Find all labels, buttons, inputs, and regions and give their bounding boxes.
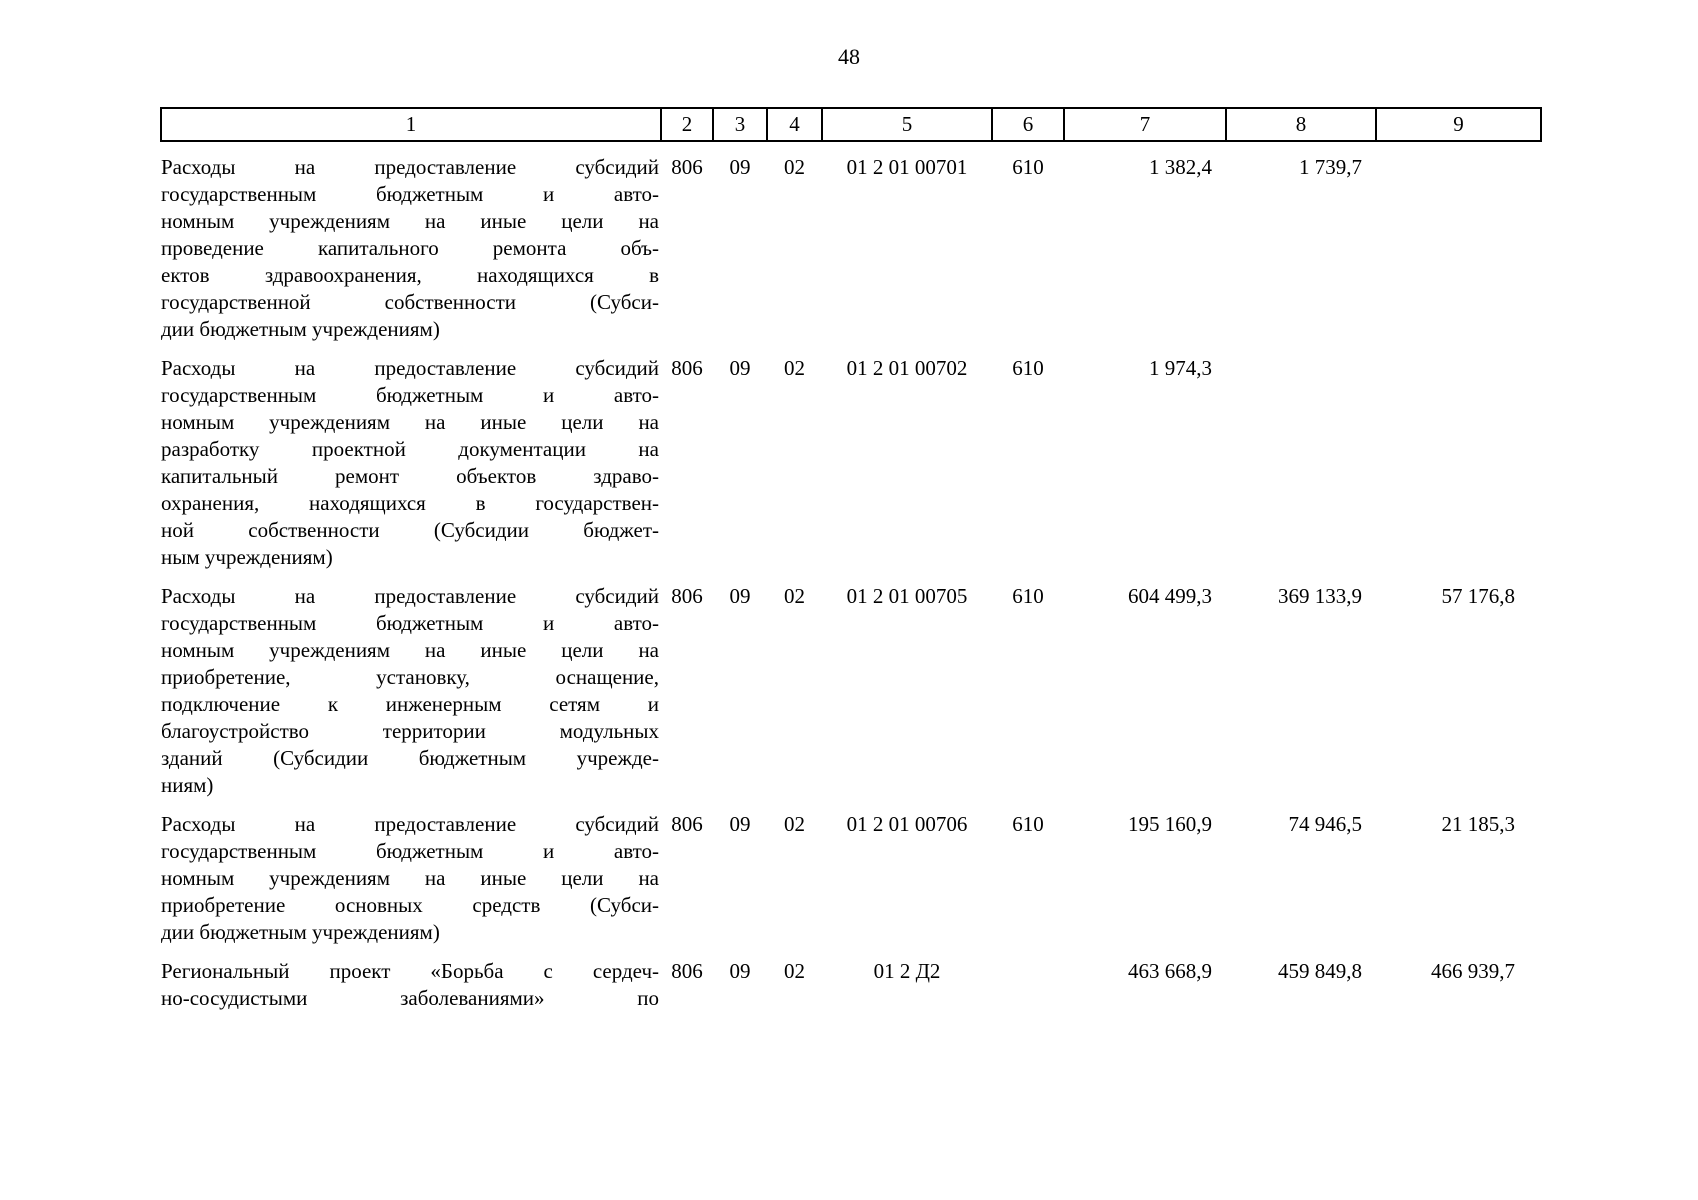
description-line: дии бюджетным учреждениям): [161, 920, 440, 944]
header-col-9: 9: [1376, 108, 1541, 141]
row-col6-expense-type-code: 610: [1012, 812, 1044, 836]
page-number: 48: [838, 44, 860, 69]
row-col4-subsection-code: 02: [784, 356, 805, 380]
row-description: [161, 141, 661, 343]
description-line: зданий (Субсидии бюджетным учрежде-: [161, 746, 659, 770]
description-line: ниям): [161, 773, 214, 797]
row-description: [161, 799, 661, 946]
description-line: государственным бюджетным и авто-: [161, 839, 659, 863]
header-col-7: 7: [1064, 108, 1226, 141]
header-col-2: 2: [661, 108, 713, 141]
table-header: [161, 108, 1541, 141]
description-line: проведение капитального ремонта объ-: [161, 236, 659, 260]
description-line: номным учреждениям на иные цели на: [161, 866, 659, 890]
header-col-1: 1: [161, 108, 661, 141]
row-col7-amount: 195 160,9: [1128, 812, 1212, 836]
description-line: ным учреждениям): [161, 545, 333, 569]
row-col4-subsection-code: 02: [784, 959, 805, 983]
table-row: [161, 343, 1541, 571]
row-col8-amount: 459 849,8: [1278, 959, 1362, 983]
description-line: номным учреждениям на иные цели на: [161, 209, 659, 233]
row-description: [161, 946, 661, 1012]
row-col5-target-article-code: 01 2 Д2: [873, 959, 941, 983]
row-col9-amount: 21 185,3: [1441, 812, 1515, 836]
description-line: государственным бюджетным и авто-: [161, 611, 659, 635]
row-col9-amount: [1376, 343, 1541, 571]
description-line: Расходы на предоставление субсидий: [161, 155, 659, 179]
header-col-8: 8: [1226, 108, 1376, 141]
row-col8-amount: [1226, 343, 1376, 571]
row-col5-target-article-code: 01 2 01 00705: [846, 584, 968, 608]
row-col2-grbs-code: 806: [671, 356, 703, 380]
row-col4-subsection-code: 02: [784, 584, 805, 608]
description-line: Расходы на предоставление субсидий: [161, 584, 659, 608]
row-col6-expense-type-code: [992, 946, 1064, 1012]
table-row: [161, 571, 1541, 799]
row-col6-expense-type-code: 610: [1012, 584, 1044, 608]
table-row: [161, 141, 1541, 343]
row-col7-amount: 1 974,3: [1149, 356, 1212, 380]
description-line: приобретение, установку, оснащение,: [161, 665, 659, 689]
row-col7-amount: 604 499,3: [1128, 584, 1212, 608]
row-col3-section-code: 09: [729, 959, 751, 983]
row-col5-target-article-code: 01 2 01 00701: [846, 155, 968, 179]
header-col-4: 4: [767, 108, 822, 141]
row-col2-grbs-code: 806: [671, 584, 703, 608]
description-line: дии бюджетным учреждениям): [161, 317, 440, 341]
row-col4-subsection-code: 02: [784, 812, 805, 836]
row-col7-amount: 463 668,9: [1128, 959, 1212, 983]
description-line: охранения, находящихся в государствен-: [161, 491, 659, 515]
table-row: [161, 799, 1541, 946]
table-body: [161, 141, 1541, 1012]
description-line: разработку проектной документации на: [161, 437, 659, 461]
row-col3-section-code: 09: [729, 584, 751, 608]
description-line: государственным бюджетным и авто-: [161, 383, 659, 407]
description-line: капитальный ремонт объектов здраво-: [161, 464, 659, 488]
row-col5-target-article-code: 01 2 01 00702: [846, 356, 968, 380]
description-line: ной собственности (Субсидии бюджет-: [161, 518, 659, 542]
row-col2-grbs-code: 806: [671, 959, 703, 983]
row-col9-amount: 466 939,7: [1431, 959, 1515, 983]
row-col3-section-code: 09: [729, 155, 751, 179]
row-col2-grbs-code: 806: [671, 155, 703, 179]
description-line: Расходы на предоставление субсидий: [161, 356, 659, 380]
header-row: [161, 108, 1541, 141]
header-col-6: 6: [992, 108, 1064, 141]
description-line: Региональный проект «Борьба с сердеч-: [161, 959, 659, 983]
row-col8-amount: 369 133,9: [1278, 584, 1362, 608]
row-col9-amount: 57 176,8: [1441, 584, 1515, 608]
row-col5-target-article-code: 01 2 01 00706: [846, 812, 968, 836]
row-col2-grbs-code: 806: [671, 812, 703, 836]
description-line: приобретение основных средств (Субси-: [161, 893, 659, 917]
description-line: номным учреждениям на иные цели на: [161, 638, 659, 662]
description-line: но-сосудистыми заболеваниями» по: [161, 986, 659, 1010]
row-col6-expense-type-code: 610: [1012, 356, 1044, 380]
budget-table: [160, 107, 1542, 1012]
description-line: ектов здравоохранения, находящихся в: [161, 263, 659, 287]
row-col3-section-code: 09: [729, 812, 751, 836]
description-line: государственной собственности (Субси-: [161, 290, 659, 314]
description-line: Расходы на предоставление субсидий: [161, 812, 659, 836]
row-col9-amount: [1376, 141, 1541, 343]
row-col8-amount: 74 946,5: [1288, 812, 1362, 836]
row-col7-amount: 1 382,4: [1149, 155, 1212, 179]
row-col8-amount: 1 739,7: [1299, 155, 1362, 179]
header-col-5: 5: [822, 108, 992, 141]
row-col4-subsection-code: 02: [784, 155, 805, 179]
description-line: подключение к инженерным сетям и: [161, 692, 659, 716]
description-line: благоустройство территории модульных: [161, 719, 659, 743]
row-description: [161, 343, 661, 571]
description-line: номным учреждениям на иные цели на: [161, 410, 659, 434]
description-line: государственным бюджетным и авто-: [161, 182, 659, 206]
header-col-3: 3: [713, 108, 767, 141]
table-row: [161, 946, 1541, 1012]
row-description: [161, 571, 661, 799]
row-col6-expense-type-code: 610: [1012, 155, 1044, 179]
row-col3-section-code: 09: [729, 356, 751, 380]
